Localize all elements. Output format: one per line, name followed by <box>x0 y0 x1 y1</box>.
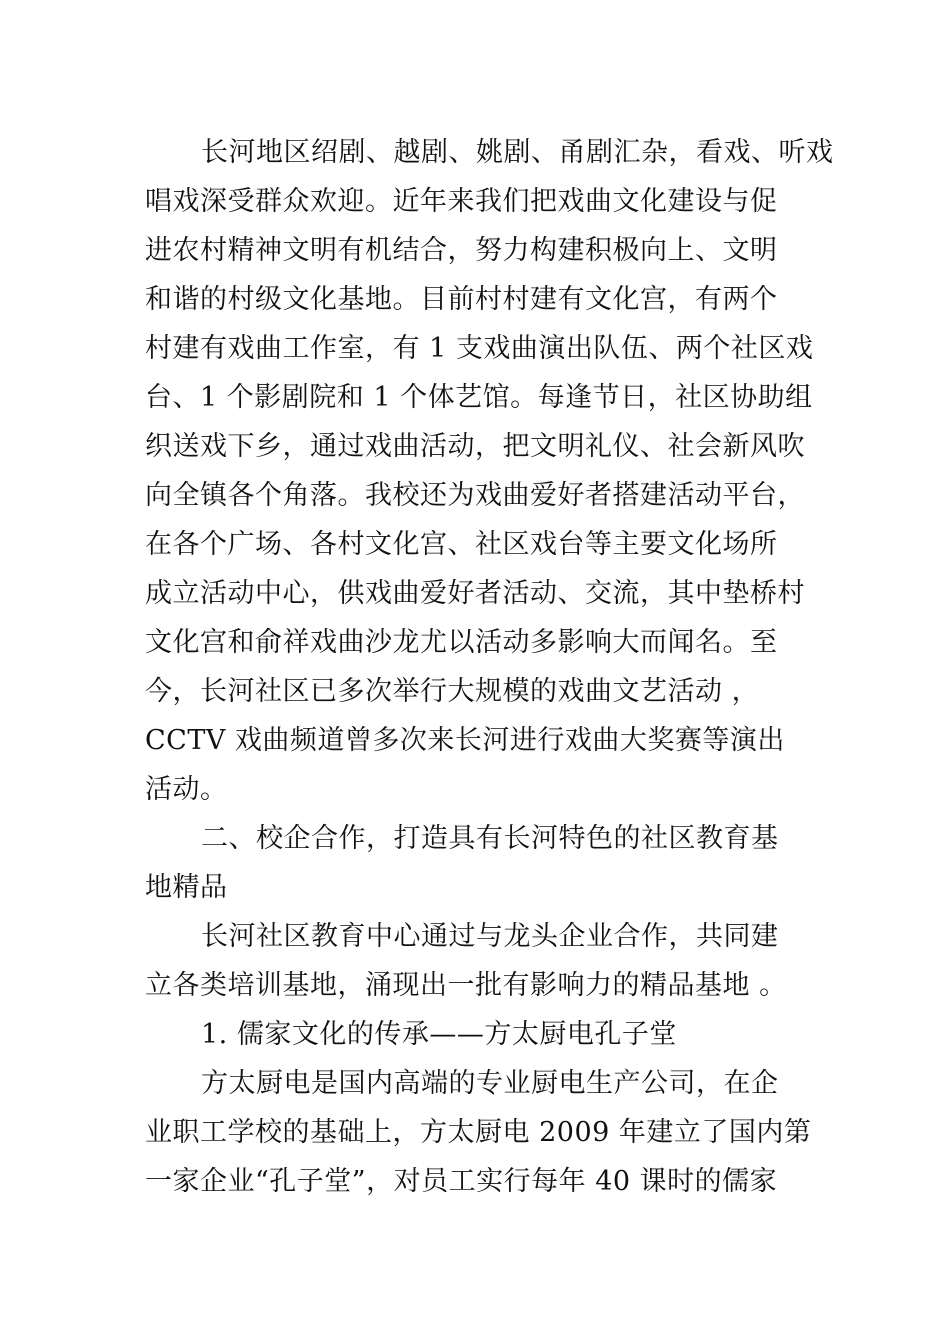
document-page <box>145 128 834 1206</box>
subsection-heading-line: 1. 儒家文化的传承——方太厨电孔子堂 <box>201 1019 677 1050</box>
section-heading-line: 地精品 <box>145 872 228 903</box>
paragraph-line: 一家企业“孔子堂”，对员工实行每年 40 课时的儒家 <box>145 1166 778 1197</box>
paragraph-line: 立各类培训基地，涌现出一批有影响力的精品基地 。 <box>145 970 787 1001</box>
paragraph-line: 成立活动中心，供戏曲爱好者活动、交流，其中垫桥村 <box>145 578 805 609</box>
paragraph-line: CCTV 戏曲频道曾多次来长河进行戏曲大奖赛等演出 <box>145 725 785 756</box>
paragraph-line: 台、1 个影剧院和 1 个体艺馆。每逢节日，社区协助组 <box>145 382 813 413</box>
paragraph-line: 村建有戏曲工作室，有 1 支戏曲演出队伍、两个社区戏 <box>145 333 814 364</box>
paragraph-line: 文化宫和俞祥戏曲沙龙尤以活动多影响大而闻名。至 <box>145 627 778 658</box>
paragraph-line: 长河地区绍剧、越剧、姚剧、甬剧汇杂，看戏、听戏 <box>201 137 834 168</box>
paragraph-line: 活动。 <box>145 774 228 805</box>
paragraph-line: 和谐的村级文化基地。目前村村建有文化宫，有两个 <box>145 284 778 315</box>
section-heading-line: 二、校企合作，打造具有长河特色的社区教育基 <box>201 823 779 854</box>
paragraph-line: 长河社区教育中心通过与龙头企业合作，共同建 <box>201 921 779 952</box>
paragraph-line: 织送戏下乡，通过戏曲活动，把文明礼仪、社会新风吹 <box>145 431 805 462</box>
paragraph-line: 在各个广场、各村文化宫、社区戏台等主要文化场所 <box>145 529 778 560</box>
paragraph-line: 向全镇各个角落。我校还为戏曲爱好者搭建活动平台， <box>145 480 805 511</box>
paragraph-line: 业职工学校的基础上，方太厨电 2009 年建立了国内第 <box>145 1117 812 1148</box>
paragraph-line: 进农村精神文明有机结合，努力构建积极向上、文明 <box>145 235 778 266</box>
paragraph-line: 方太厨电是国内高端的专业厨电生产公司，在企 <box>201 1068 779 1099</box>
paragraph-line: 唱戏深受群众欢迎。近年来我们把戏曲文化建设与促 <box>145 186 778 217</box>
paragraph-line: 今，长河社区已多次举行大规模的戏曲文艺活动 ， <box>145 676 760 707</box>
